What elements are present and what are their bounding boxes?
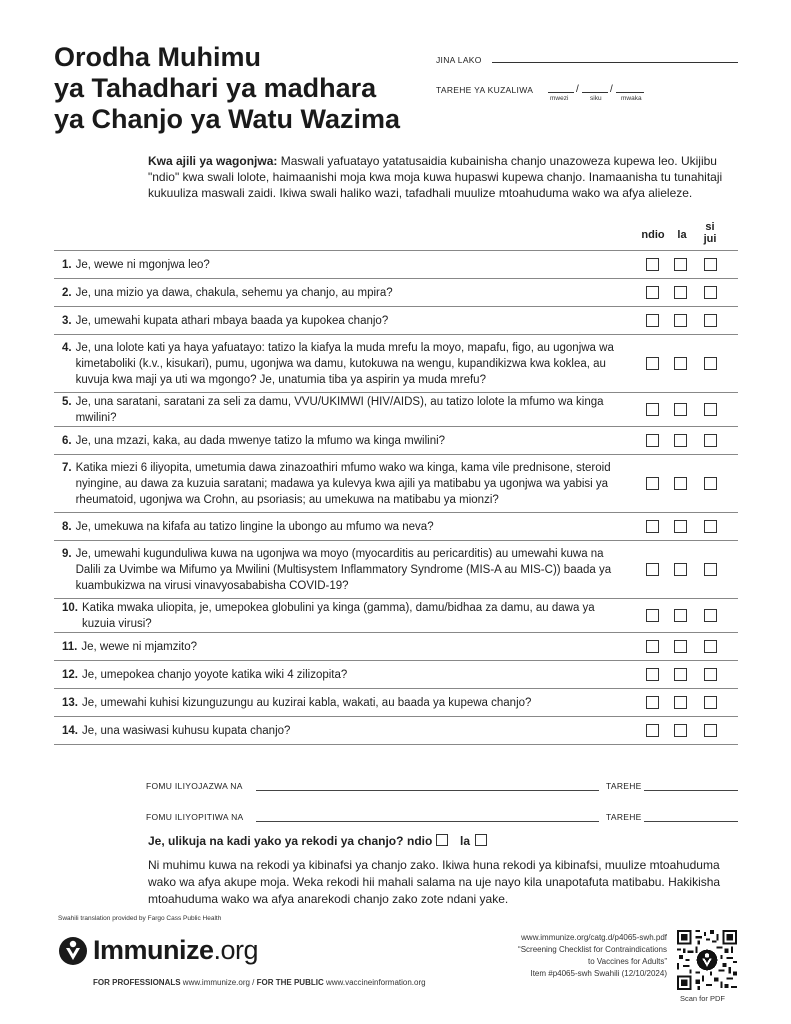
- answer-dont-know-checkbox[interactable]: [704, 286, 717, 299]
- question-body: Je, una saratani, saratani za seli za damu, VVU/UKIMWI (HIV/AIDS), au tatizo lolote la mfumo wa kinga mwilini?: [75, 395, 604, 424]
- completed-by-label: FOMU ILIYOJAZWA NA: [146, 781, 243, 791]
- question-body: Je, una mizio ya dawa, chakula, sehemu ya chanjo, au mpira?: [75, 286, 393, 299]
- answer-no-checkbox[interactable]: [674, 286, 687, 299]
- question-row: [54, 335, 738, 393]
- question-row: [54, 251, 738, 279]
- question-number: 1.: [62, 258, 72, 271]
- dob-label: TAREHE YA KUZALIWA: [436, 85, 534, 95]
- title-line-3: ya Chanjo ya Watu Wazima: [54, 104, 401, 134]
- question-row: [54, 455, 738, 513]
- column-dont-know: [700, 221, 720, 245]
- answer-dont-know-checkbox[interactable]: [704, 668, 717, 681]
- completed-by-field[interactable]: [256, 790, 599, 791]
- question-number: 8.: [62, 520, 72, 533]
- answer-no-checkbox[interactable]: [674, 668, 687, 681]
- answer-yes-checkbox[interactable]: [646, 314, 659, 327]
- question-row: [54, 599, 738, 633]
- answer-yes-checkbox[interactable]: [646, 668, 659, 681]
- answer-yes-checkbox[interactable]: [646, 520, 659, 533]
- answer-yes-checkbox[interactable]: [646, 724, 659, 737]
- question-text: [54, 340, 624, 388]
- title-line-2: ya Tahadhari ya madhara: [54, 73, 377, 103]
- question-body: Je, umepokea chanjo yoyote katika wiki 4 zilizopita?: [82, 668, 348, 681]
- answer-no-checkbox[interactable]: [674, 258, 687, 271]
- name-label: JINA LAKO: [436, 55, 482, 65]
- translation-credit: Swahili translation provided by Fargo Cass Public Health: [58, 915, 222, 922]
- question-text: [54, 667, 624, 683]
- public-url-link[interactable]: www.vaccineinformation.org: [325, 978, 426, 987]
- question-body: Je, una mzazi, kaka, au dada mwenye tatizo la mfumo wa kinga mwilini?: [75, 434, 446, 447]
- question-text: [54, 546, 624, 594]
- footer-links: [93, 978, 426, 987]
- qr-code-icon[interactable]: [677, 930, 737, 990]
- record-note: Ni muhimu kuwa na rekodi ya kibinafsi ya chanjo zako. Ikiwa huna rekodi ya kibinafsi, muulize mtoahuduma wako wa afya akupe moja. Weka rekodi hii mahali salama na uje nayo kila unapotafuta matibabu. Hakikisha mtoahuduma wako wa afya anarekodi chanjo zako zote ndani yake.: [148, 858, 721, 906]
- intro-paragraph: [148, 153, 738, 201]
- answer-no-checkbox[interactable]: [674, 696, 687, 709]
- answer-no-checkbox[interactable]: [674, 357, 687, 370]
- question-row: [54, 661, 738, 689]
- intro-text: Maswali yafuatayo yatatusaidia kubainisha chanjo unazoweza kupewa leo. Ukijibu "ndio" kwa swali lolote, haimaanishi moja kwa moja kuwa hupaswi kupewa chanjo. Inamaanisha tu tunahitaji kukuuliza maswali zaidi. Ikiwa swali haliko wazi, tafadhali muulize mtoahuduma wako wa afya alieleze.: [148, 154, 723, 200]
- answer-no-checkbox[interactable]: [674, 609, 687, 622]
- answer-yes-checkbox[interactable]: [646, 609, 659, 622]
- question-text: [54, 695, 624, 711]
- answer-dont-know-checkbox[interactable]: [704, 563, 717, 576]
- answer-yes-checkbox[interactable]: [646, 403, 659, 416]
- column-dont-know-line2: jui: [703, 233, 717, 245]
- intro-lead: Kwa ajili ya wagonjwa:: [148, 154, 278, 168]
- questions-table: [54, 250, 738, 745]
- question-number: 9.: [62, 547, 72, 560]
- column-dont-know-line1: si: [705, 221, 715, 233]
- dob-month-hint: mwezi: [550, 95, 569, 102]
- answer-no-checkbox[interactable]: [674, 563, 687, 576]
- question-body: Je, umewahi kuhisi kizunguzungu au kuzirai kabla, wakati, au baada ya kupewa chanjo?: [82, 696, 532, 709]
- completed-date-label: TAREHE: [606, 781, 642, 791]
- question-number: 6.: [62, 434, 72, 447]
- question-row: [54, 717, 738, 745]
- answer-yes-checkbox[interactable]: [646, 696, 659, 709]
- question-body: Katika miezi 6 iliyopita, umetumia dawa zinazoathiri mfumo wako wa kinga, kama vile prednisone, steroid nyingine, au dawa za kuzuia saratani; madawa ya kulevya kwa ajili ya matibabu ya ugonjwa wa yabisi ya rheumatoid, ugonjwa wa Crohn, au psoriasis; au umekuwa na matibabu ya mionzi?: [75, 461, 611, 506]
- question-row: [54, 427, 738, 455]
- column-no: la: [677, 229, 687, 241]
- answer-no-checkbox[interactable]: [674, 520, 687, 533]
- question-row: [54, 307, 738, 335]
- answer-yes-checkbox[interactable]: [646, 640, 659, 653]
- title-line-1: Orodha Muhimu: [54, 42, 261, 72]
- name-field[interactable]: [492, 62, 738, 63]
- dob-year-hint: mwaka: [621, 95, 642, 102]
- answer-dont-know-checkbox[interactable]: [704, 314, 717, 327]
- ref-url-link[interactable]: www.immunize.org/catg.d/p4065-swh.pdf: [521, 933, 667, 942]
- answer-yes-checkbox[interactable]: [646, 563, 659, 576]
- answer-no-checkbox[interactable]: [674, 477, 687, 490]
- answer-dont-know-checkbox[interactable]: [704, 696, 717, 709]
- dob-day-hint: siku: [590, 95, 602, 102]
- dob-year-field[interactable]: [616, 92, 644, 93]
- dob-day-field[interactable]: [582, 92, 608, 93]
- answer-yes-checkbox[interactable]: [646, 258, 659, 271]
- question-text: [54, 433, 624, 449]
- dob-slash-1: /: [576, 84, 579, 95]
- completed-date-field[interactable]: [644, 790, 738, 791]
- question-body: Je, umewahi kupata athari mbaya baada ya kupokea chanjo?: [75, 314, 389, 327]
- question-body: Je, umewahi kugunduliwa kuwa na ugonjwa wa moyo (myocarditis au pericarditis) au umewahi kuwa na Dalili za Uvimbe wa Mifumo ya Mwilini (Multisystem Inflammatory Syndrome (MIS-A au MIS-C)) baada ya kuambukizwa na virusi vinavyosababisha COVID-19?: [75, 547, 612, 592]
- answer-no-checkbox[interactable]: [674, 434, 687, 447]
- question-body: Je, umekuwa na kifafa au tatizo lingine la ubongo au mfumo wa neva?: [75, 520, 434, 533]
- immunize-logo: [93, 935, 258, 966]
- logo-main: Immunize: [93, 935, 214, 965]
- answer-yes-checkbox[interactable]: [646, 477, 659, 490]
- question-text: [54, 639, 624, 655]
- dob-slash-2: /: [610, 84, 613, 95]
- question-number: 10.: [62, 601, 78, 614]
- answer-dont-know-checkbox[interactable]: [704, 403, 717, 416]
- column-yes: ndio: [641, 229, 665, 241]
- question-number: 14.: [62, 724, 78, 737]
- question-number: 3.: [62, 314, 72, 327]
- question-text: [54, 460, 624, 508]
- ref-title-line2: to Vaccines for Adults”: [588, 957, 667, 966]
- answer-dont-know-checkbox[interactable]: [704, 357, 717, 370]
- record-card-no-label: la: [460, 834, 471, 848]
- question-body: Je, wewe ni mgonjwa leo?: [75, 258, 210, 271]
- reviewed-by-label: FOMU ILIYOPITIWA NA: [146, 812, 244, 822]
- reviewed-by-field[interactable]: [256, 821, 599, 822]
- question-text: [54, 257, 624, 273]
- reviewed-date-label: TAREHE: [606, 812, 642, 822]
- immunize-logo-icon: [58, 936, 88, 966]
- question-text: [54, 600, 624, 632]
- answer-dont-know-checkbox[interactable]: [704, 724, 717, 737]
- question-number: 2.: [62, 286, 72, 299]
- answer-dont-know-checkbox[interactable]: [704, 434, 717, 447]
- pro-label: FOR PROFESSIONALS: [93, 978, 181, 987]
- pro-url-link[interactable]: www.immunize.org: [182, 978, 250, 987]
- question-number: 13.: [62, 696, 78, 709]
- question-text: [54, 723, 624, 739]
- record-card-yes-checkbox[interactable]: [436, 834, 448, 846]
- question-row: [54, 393, 738, 427]
- question-number: 5.: [62, 395, 72, 408]
- answer-yes-checkbox[interactable]: [646, 286, 659, 299]
- record-card-yes-label: ndio: [407, 834, 433, 848]
- scan-for-pdf-label: Scan for PDF: [680, 994, 726, 1003]
- question-number: 4.: [62, 341, 72, 354]
- answer-dont-know-checkbox[interactable]: [704, 609, 717, 622]
- question-row: [54, 541, 738, 599]
- question-text: [54, 394, 624, 426]
- question-text: [54, 519, 624, 535]
- document-reference: [518, 932, 667, 980]
- question-text: [54, 285, 624, 301]
- answer-no-checkbox[interactable]: [674, 724, 687, 737]
- question-number: 11.: [62, 640, 78, 653]
- ref-title-line1: “Screening Checklist for Contraindications: [518, 945, 667, 954]
- question-text: [54, 313, 624, 329]
- answer-dont-know-checkbox[interactable]: [704, 258, 717, 271]
- question-body: Je, wewe ni mjamzito?: [81, 640, 198, 653]
- question-body: Je, una lolote kati ya haya yafuatayo: tatizo la kiafya la muda mrefu la moyo, mapafu, figo, au ugonjwa wa kimetaboliki (k.v., kisukari), pumu, ugonjwa wa damu, kutokuwa na wengu, kupandikizwa kwa koklea, au kuvuja kwa maji ya uti wa mgongo? Je, unatumia tiba ya aspirin ya muda mrefu?: [75, 341, 614, 386]
- answer-no-checkbox[interactable]: [674, 640, 687, 653]
- answer-dont-know-checkbox[interactable]: [704, 520, 717, 533]
- public-label: FOR THE PUBLIC: [256, 978, 324, 987]
- logo-suffix: .org: [213, 935, 259, 965]
- question-body: Katika mwaka uliopita, je, umepokea globulini ya kinga (gamma), damu/bidhaa za damu, au dawa ya kuzuia virusi?: [82, 601, 595, 630]
- answer-no-checkbox[interactable]: [674, 403, 687, 416]
- record-card-question: Je, ulikuja na kadi yako ya rekodi ya chanjo?: [148, 834, 404, 848]
- answer-yes-checkbox[interactable]: [646, 434, 659, 447]
- record-card-no-checkbox[interactable]: [475, 834, 487, 846]
- answer-no-checkbox[interactable]: [674, 314, 687, 327]
- page-title: [54, 42, 414, 135]
- footer-separator: /: [252, 978, 255, 987]
- dob-month-field[interactable]: [548, 92, 574, 93]
- answer-dont-know-checkbox[interactable]: [704, 640, 717, 653]
- question-body: Je, una wasiwasi kuhusu kupata chanjo?: [82, 724, 291, 737]
- ref-item: Item #p4065-swh Swahili (12/10/2024): [530, 969, 667, 978]
- answer-yes-checkbox[interactable]: [646, 357, 659, 370]
- question-number: 12.: [62, 668, 78, 681]
- question-row: [54, 279, 738, 307]
- question-row: [54, 633, 738, 661]
- question-row: [54, 689, 738, 717]
- answer-dont-know-checkbox[interactable]: [704, 477, 717, 490]
- question-row: [54, 513, 738, 541]
- question-number: 7.: [62, 461, 72, 474]
- reviewed-date-field[interactable]: [644, 821, 738, 822]
